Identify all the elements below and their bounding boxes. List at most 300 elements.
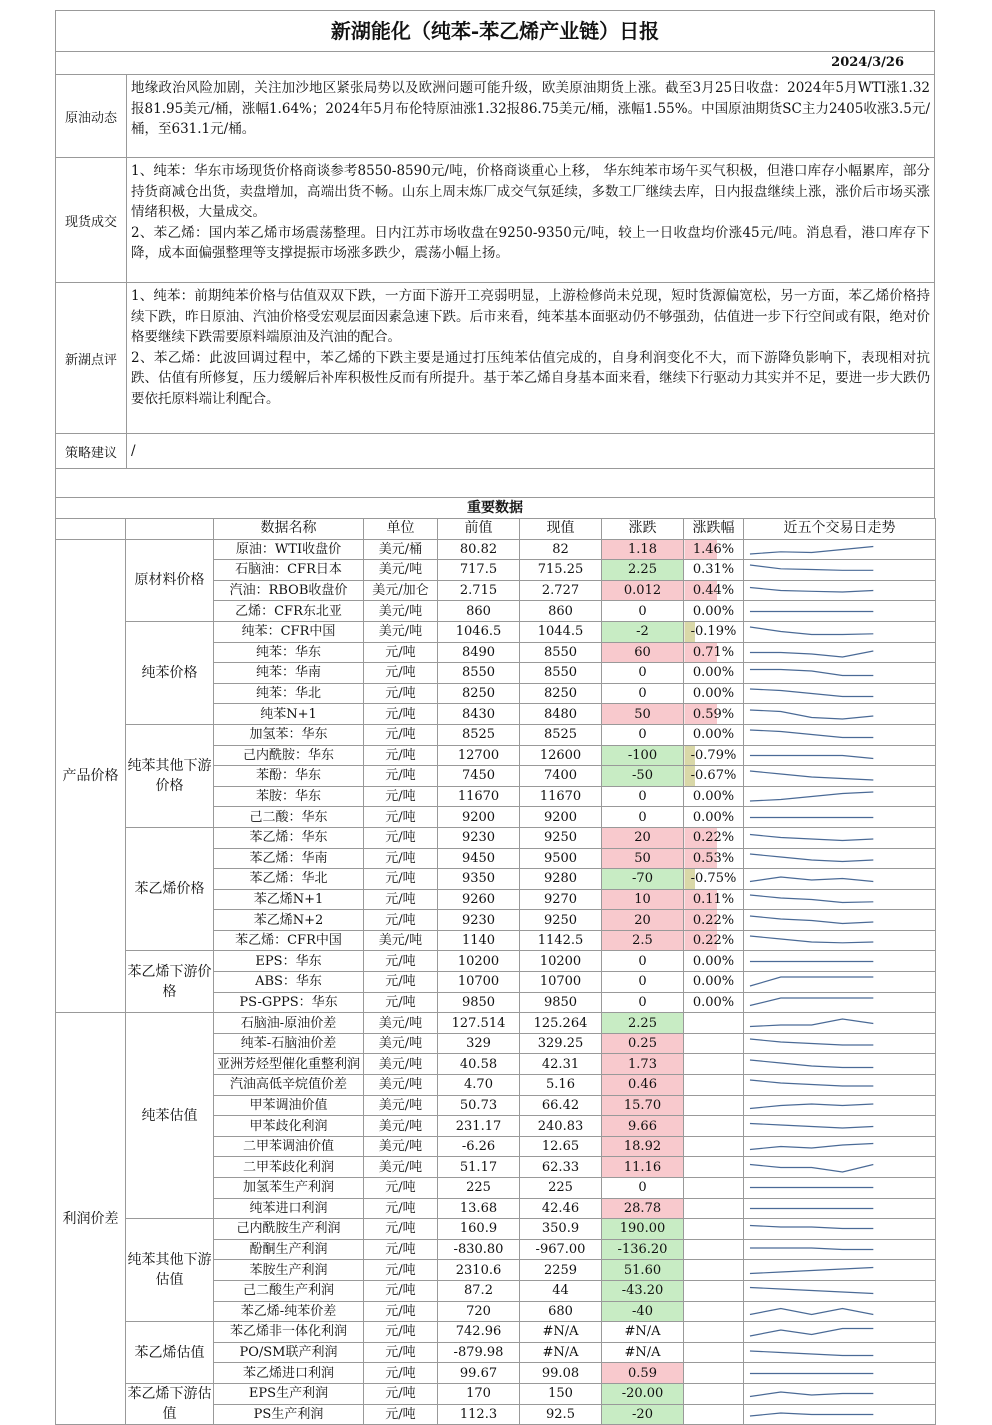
item-change: 2.25	[602, 560, 684, 581]
item-pct	[684, 1342, 744, 1363]
item-cur: 8525	[520, 724, 602, 745]
item-unit: 美元/吨	[364, 1033, 438, 1054]
report-title: 新湖能化（纯苯-苯乙烯产业链）日报	[55, 10, 935, 51]
item-trend	[744, 1054, 936, 1075]
trend-sparkline	[744, 602, 935, 621]
item-cur: 9250	[520, 910, 602, 931]
item-cur: 44	[520, 1280, 602, 1301]
item-trend	[744, 1033, 936, 1054]
item-prev: 720	[438, 1301, 520, 1322]
item-trend	[744, 766, 936, 787]
item-name: 纯苯N+1	[214, 704, 364, 725]
item-cur: 5.16	[520, 1075, 602, 1096]
item-unit: 元/吨	[364, 1363, 438, 1384]
item-trend	[744, 951, 936, 972]
item-pct: 0.59%	[684, 704, 744, 725]
item-prev: 2310.6	[438, 1260, 520, 1281]
item-prev: 9230	[438, 910, 520, 931]
item-name: 纯苯：华东	[214, 642, 364, 663]
item-prev: 11670	[438, 786, 520, 807]
item-prev: 99.67	[438, 1363, 520, 1384]
item-name: 己二酸生产利润	[214, 1280, 364, 1301]
item-trend	[744, 848, 936, 869]
item-pct: -0.19%	[684, 621, 744, 642]
item-unit: 美元/吨	[364, 560, 438, 581]
item-pct: -0.75%	[684, 869, 744, 890]
item-unit: 元/吨	[364, 1342, 438, 1363]
item-prev: -830.80	[438, 1239, 520, 1260]
item-trend	[744, 1219, 936, 1240]
item-pct	[684, 1404, 744, 1425]
item-cur: 8550	[520, 663, 602, 684]
item-change: 0.25	[602, 1033, 684, 1054]
group-label: 苯乙烯估值	[126, 1322, 214, 1384]
trend-sparkline	[744, 1117, 935, 1136]
item-change: 51.60	[602, 1260, 684, 1281]
spot-section	[55, 157, 935, 282]
item-unit: 元/吨	[364, 1239, 438, 1260]
item-trend	[744, 745, 936, 766]
trend-sparkline	[744, 1137, 935, 1156]
item-prev: 80.82	[438, 539, 520, 560]
item-prev: 51.17	[438, 1157, 520, 1178]
item-unit: 元/吨	[364, 951, 438, 972]
spot-label: 现货成交	[56, 158, 127, 282]
item-prev: 1046.5	[438, 621, 520, 642]
item-unit: 元/吨	[364, 786, 438, 807]
item-name: 苯乙烯进口利润	[214, 1363, 364, 1384]
item-name: 苯乙烯：华南	[214, 848, 364, 869]
comment-benzene: 1、纯苯：前期纯苯价格与估值双双下跌，一方面下游开工亮弱明显，上游检修尚未兑现，短时货源偏宽松，另一方面，苯乙烯价格持续下跌，昨日原油、汽油价格受宏观层面因素急速下跌。后市来看，纯苯基本面驱动仍不够强劲，估值进一步下行空间或有限，绝对价格要继续下跌需要原料端原油及汽油的配合。	[131, 288, 930, 345]
important-data-heading: 重要数据	[55, 497, 935, 518]
item-cur: 1044.5	[520, 621, 602, 642]
item-trend	[744, 869, 936, 890]
item-name: 苯乙烯：华北	[214, 869, 364, 890]
item-pct	[684, 1280, 744, 1301]
trend-line	[750, 755, 873, 758]
item-name: 己二酸：华东	[214, 807, 364, 828]
table-row	[56, 1322, 936, 1343]
trend-line	[750, 936, 873, 943]
item-cur: 10700	[520, 972, 602, 993]
spot-benzene: 1、纯苯：华东市场现货价格商谈参考8550-8590元/吨，价格商谈重心上移， 华东纯苯市场午买气积极，但港口库存小幅累库，部分持货商减仓出货，卖盘增加，高端出货不畅。山东上周末炼厂成交气氛延续，多数工厂继续去库，日内报盘继续上涨，涨价后市场买涨情绪积极，大量成交。	[131, 163, 930, 220]
trend-line	[750, 588, 873, 593]
item-cur: 99.08	[520, 1363, 602, 1384]
item-unit: 元/吨	[364, 1219, 438, 1240]
item-prev: 9230	[438, 827, 520, 848]
item-unit: 元/吨	[364, 1322, 438, 1343]
item-unit: 元/吨	[364, 642, 438, 663]
item-unit: 美元/吨	[364, 1136, 438, 1157]
item-change: -100	[602, 745, 684, 766]
trend-sparkline	[744, 911, 935, 930]
item-name: 甲苯歧化利润	[214, 1116, 364, 1137]
trend-line	[750, 854, 873, 862]
item-prev: 717.5	[438, 560, 520, 581]
item-trend	[744, 972, 936, 993]
trend-sparkline	[744, 1364, 935, 1383]
item-pct	[684, 1178, 744, 1199]
trend-line	[750, 1226, 873, 1229]
item-trend	[744, 1157, 936, 1178]
item-cur: 715.25	[520, 560, 602, 581]
item-change: 0	[602, 807, 684, 828]
trend-sparkline	[744, 1281, 935, 1300]
trend-line	[750, 771, 873, 780]
item-pct: 0.71%	[684, 642, 744, 663]
item-unit: 元/吨	[364, 910, 438, 931]
item-cur: 350.9	[520, 1219, 602, 1240]
item-cur: 42.46	[520, 1198, 602, 1219]
item-cur: 225	[520, 1178, 602, 1199]
item-unit: 元/吨	[364, 1260, 438, 1281]
item-name: 二甲苯调油价值	[214, 1136, 364, 1157]
strategy-text: /	[131, 443, 136, 459]
item-change: 50	[602, 848, 684, 869]
item-pct: 0.53%	[684, 848, 744, 869]
group-label: 苯乙烯下游价格	[126, 951, 214, 1013]
header-unit: 单位	[364, 519, 438, 540]
trend-sparkline	[744, 560, 935, 579]
item-trend	[744, 560, 936, 581]
item-pct: 0.00%	[684, 992, 744, 1013]
crude-section	[55, 74, 935, 157]
trend-line	[750, 895, 873, 903]
trend-line	[750, 1329, 873, 1337]
item-name: ABS：华东	[214, 972, 364, 993]
item-change: 1.73	[602, 1054, 684, 1075]
item-change: 0	[602, 663, 684, 684]
item-name: 二甲苯歧化利润	[214, 1157, 364, 1178]
header-chg: 涨跌	[602, 519, 684, 540]
trend-sparkline	[744, 1034, 935, 1053]
item-change: -2	[602, 621, 684, 642]
item-pct: -0.79%	[684, 745, 744, 766]
spot-styrene: 2、苯乙烯：国内苯乙烯市场震荡整理。日内江苏市场收盘在9250-9350元/吨，较上一日收盘均价涨45元/吨。消息看，港口库存下降，成本面偏强整理等支撑提振市场涨多跌少，震荡小幅上扬。	[131, 224, 930, 261]
item-name: 纯苯-石脑油价差	[214, 1033, 364, 1054]
item-name: 加氢苯生产利润	[214, 1178, 364, 1199]
item-trend	[744, 1342, 936, 1363]
group-label: 纯苯其他下游估值	[126, 1219, 214, 1322]
trend-sparkline	[744, 1302, 935, 1321]
item-name: PS-GPPS：华东	[214, 992, 364, 1013]
trend-line	[750, 792, 873, 801]
item-change: -50	[602, 766, 684, 787]
item-trend	[744, 786, 936, 807]
item-unit: 元/吨	[364, 827, 438, 848]
item-change: 2.25	[602, 1013, 684, 1034]
item-trend	[744, 663, 936, 684]
item-unit: 元/吨	[364, 992, 438, 1013]
group-label: 纯苯价格	[126, 621, 214, 724]
item-name: 汽油高低辛烷值价差	[214, 1075, 364, 1096]
item-pct: 0.00%	[684, 951, 744, 972]
item-unit: 元/吨	[364, 683, 438, 704]
header-cur: 现值	[520, 519, 602, 540]
header-pct: 涨跌幅	[684, 519, 744, 540]
trend-line	[750, 1413, 873, 1416]
trend-line	[750, 877, 873, 882]
item-trend	[744, 930, 936, 951]
trend-line	[750, 627, 873, 635]
item-cur: 240.83	[520, 1116, 602, 1137]
trend-line	[750, 710, 873, 719]
item-cur: 860	[520, 601, 602, 622]
item-pct	[684, 1219, 744, 1240]
item-change: 0	[602, 1178, 684, 1199]
item-trend	[744, 539, 936, 560]
item-name: 苯胺：华东	[214, 786, 364, 807]
trend-line	[750, 998, 873, 1006]
item-pct: 0.00%	[684, 724, 744, 745]
item-trend	[744, 910, 936, 931]
item-trend	[744, 1322, 936, 1343]
table-row	[56, 621, 936, 642]
trend-sparkline	[744, 725, 935, 744]
item-name: 亚洲芳烃型催化重整利润	[214, 1054, 364, 1075]
crude-text: 地缘政治风险加剧，关注加沙地区紧张局势以及欧洲问题可能升级，欧美原油期货上涨。截至3月25日收盘：2024年5月WTI涨1.32报81.95美元/桶，涨幅1.64%；2024年5月布伦特原油涨1.32报86.75美元/桶，涨幅1.55%。中国原油期货SC主力2405收涨3.5元/桶，至631.1元/桶。	[131, 80, 930, 137]
item-pct	[684, 1013, 744, 1034]
table-row	[56, 724, 936, 745]
trend-sparkline	[744, 1178, 935, 1197]
item-cur: 11670	[520, 786, 602, 807]
item-trend	[744, 1383, 936, 1404]
trend-sparkline	[744, 1014, 935, 1033]
item-trend	[744, 1301, 936, 1322]
trend-sparkline	[744, 1322, 935, 1341]
item-trend	[744, 683, 936, 704]
item-trend	[744, 704, 936, 725]
item-name: 苯胺生产利润	[214, 1260, 364, 1281]
trend-sparkline	[744, 1075, 935, 1094]
trend-line	[750, 1144, 873, 1150]
item-change: 18.92	[602, 1136, 684, 1157]
spacer-row	[55, 468, 935, 497]
trend-sparkline	[744, 746, 935, 765]
item-change: 0	[602, 951, 684, 972]
item-name: 纯苯进口利润	[214, 1198, 364, 1219]
trend-sparkline	[744, 931, 935, 950]
trend-sparkline	[744, 1199, 935, 1218]
table-header	[56, 519, 936, 540]
item-change: 11.16	[602, 1157, 684, 1178]
item-cur: 82	[520, 539, 602, 560]
item-change: 60	[602, 642, 684, 663]
item-prev: 9850	[438, 992, 520, 1013]
item-name: 加氢苯：华东	[214, 724, 364, 745]
item-unit: 美元/加仑	[364, 580, 438, 601]
item-unit: 美元/桶	[364, 539, 438, 560]
item-trend	[744, 1280, 936, 1301]
trend-line	[750, 670, 873, 676]
item-name: 苯乙烯N+1	[214, 889, 364, 910]
group-label: 苯乙烯下游估值	[126, 1383, 214, 1424]
item-unit: 美元/吨	[364, 930, 438, 951]
item-prev: 7450	[438, 766, 520, 787]
report-sheet	[55, 10, 935, 1425]
item-change: -43.20	[602, 1280, 684, 1301]
item-pct	[684, 1075, 744, 1096]
item-pct: 0.00%	[684, 972, 744, 993]
item-name: 纯苯：华北	[214, 683, 364, 704]
item-change: 0.59	[602, 1363, 684, 1384]
item-prev: 10700	[438, 972, 520, 993]
item-trend	[744, 827, 936, 848]
item-unit: 美元/吨	[364, 601, 438, 622]
item-unit: 元/吨	[364, 1198, 438, 1219]
trend-line	[750, 916, 873, 924]
item-change: 0	[602, 601, 684, 622]
item-change: 0.46	[602, 1075, 684, 1096]
trend-sparkline	[744, 705, 935, 724]
item-prev: -879.98	[438, 1342, 520, 1363]
trend-line	[750, 977, 873, 986]
trend-sparkline	[744, 952, 935, 971]
item-pct	[684, 1383, 744, 1404]
item-change: -136.20	[602, 1239, 684, 1260]
trend-line	[750, 1019, 873, 1027]
trend-sparkline	[744, 581, 935, 600]
item-change: 0	[602, 786, 684, 807]
item-cur: 62.33	[520, 1157, 602, 1178]
item-change: 0	[602, 992, 684, 1013]
item-unit: 元/吨	[364, 1404, 438, 1425]
item-trend	[744, 1178, 936, 1199]
item-cur: 2259	[520, 1260, 602, 1281]
item-prev: 9200	[438, 807, 520, 828]
trend-line	[750, 1164, 873, 1172]
item-prev: 1140	[438, 930, 520, 951]
item-prev: 40.58	[438, 1054, 520, 1075]
item-cur: 680	[520, 1301, 602, 1322]
item-prev: 742.96	[438, 1322, 520, 1343]
item-pct	[684, 1136, 744, 1157]
item-cur: 12600	[520, 745, 602, 766]
table-row	[56, 827, 936, 848]
trend-sparkline	[744, 849, 935, 868]
data-table	[55, 518, 936, 1425]
item-prev: 225	[438, 1178, 520, 1199]
header-trend: 近五个交易日走势	[744, 519, 936, 540]
item-name: 石脑油-原油价差	[214, 1013, 364, 1034]
item-prev: 8250	[438, 683, 520, 704]
item-cur: 8550	[520, 642, 602, 663]
trend-line	[750, 1308, 873, 1314]
trend-line	[750, 565, 873, 570]
item-name: 苯乙烯：CFR中国	[214, 930, 364, 951]
item-name: 纯苯：CFR中国	[214, 621, 364, 642]
item-cur: 2.727	[520, 580, 602, 601]
trend-sparkline	[744, 1096, 935, 1115]
item-name: 石脑油：CFR日本	[214, 560, 364, 581]
item-prev: 8550	[438, 663, 520, 684]
item-cur: 8250	[520, 683, 602, 704]
item-change: 0	[602, 724, 684, 745]
trend-line	[750, 1267, 873, 1273]
item-pct: 0.22%	[684, 930, 744, 951]
trend-line	[750, 1351, 873, 1356]
item-unit: 元/吨	[364, 807, 438, 828]
item-name: 乙烯：CFR东北亚	[214, 601, 364, 622]
item-unit: 元/吨	[364, 704, 438, 725]
trend-line	[750, 1104, 873, 1109]
item-cur: 7400	[520, 766, 602, 787]
strategy-section	[55, 433, 935, 468]
trend-line	[750, 1060, 873, 1068]
item-cur: #N/A	[520, 1342, 602, 1363]
item-prev: 9450	[438, 848, 520, 869]
trend-line	[750, 1248, 873, 1250]
item-prev: 8525	[438, 724, 520, 745]
item-cur: 9250	[520, 827, 602, 848]
item-trend	[744, 1095, 936, 1116]
comment-label: 新湖点评	[56, 283, 127, 433]
trend-sparkline	[744, 869, 935, 888]
item-cur: 9270	[520, 889, 602, 910]
item-cur: #N/A	[520, 1322, 602, 1343]
item-change: -20.00	[602, 1383, 684, 1404]
item-change: 28.78	[602, 1198, 684, 1219]
item-trend	[744, 1198, 936, 1219]
report-date: 2024/3/26	[55, 51, 935, 74]
trend-line	[750, 651, 873, 657]
item-pct	[684, 1054, 744, 1075]
item-trend	[744, 1075, 936, 1096]
item-prev: 112.3	[438, 1404, 520, 1425]
trend-sparkline	[744, 643, 935, 662]
strategy-label: 策略建议	[56, 434, 127, 468]
trend-sparkline	[744, 540, 935, 559]
item-name: 纯苯：华南	[214, 663, 364, 684]
item-trend	[744, 1116, 936, 1137]
trend-line	[750, 1288, 873, 1294]
trend-sparkline	[744, 1055, 935, 1074]
group-label: 纯苯其他下游价格	[126, 724, 214, 827]
item-prev: -6.26	[438, 1136, 520, 1157]
item-pct	[684, 1116, 744, 1137]
item-prev: 9260	[438, 889, 520, 910]
item-pct	[684, 1301, 744, 1322]
item-unit: 美元/吨	[364, 1116, 438, 1137]
item-change: -70	[602, 869, 684, 890]
trend-sparkline	[744, 972, 935, 991]
item-unit: 元/吨	[364, 848, 438, 869]
item-name: EPS生产利润	[214, 1383, 364, 1404]
table-row	[56, 951, 936, 972]
item-prev: 231.17	[438, 1116, 520, 1137]
trend-sparkline	[744, 1261, 935, 1280]
item-cur: 8480	[520, 704, 602, 725]
item-change: 1.18	[602, 539, 684, 560]
trend-sparkline	[744, 684, 935, 703]
header-prev: 前值	[438, 519, 520, 540]
item-cur: 42.31	[520, 1054, 602, 1075]
item-cur: 1142.5	[520, 930, 602, 951]
item-pct: 0.22%	[684, 827, 744, 848]
item-change: 10	[602, 889, 684, 910]
item-trend	[744, 889, 936, 910]
comment-section	[55, 282, 935, 433]
item-unit: 美元/吨	[364, 1013, 438, 1034]
item-prev: 13.68	[438, 1198, 520, 1219]
item-change: 0	[602, 683, 684, 704]
item-pct: 0.00%	[684, 786, 744, 807]
item-pct	[684, 1322, 744, 1343]
item-prev: 9350	[438, 869, 520, 890]
trend-sparkline	[744, 1158, 935, 1177]
item-cur: 9850	[520, 992, 602, 1013]
item-unit: 元/吨	[364, 972, 438, 993]
